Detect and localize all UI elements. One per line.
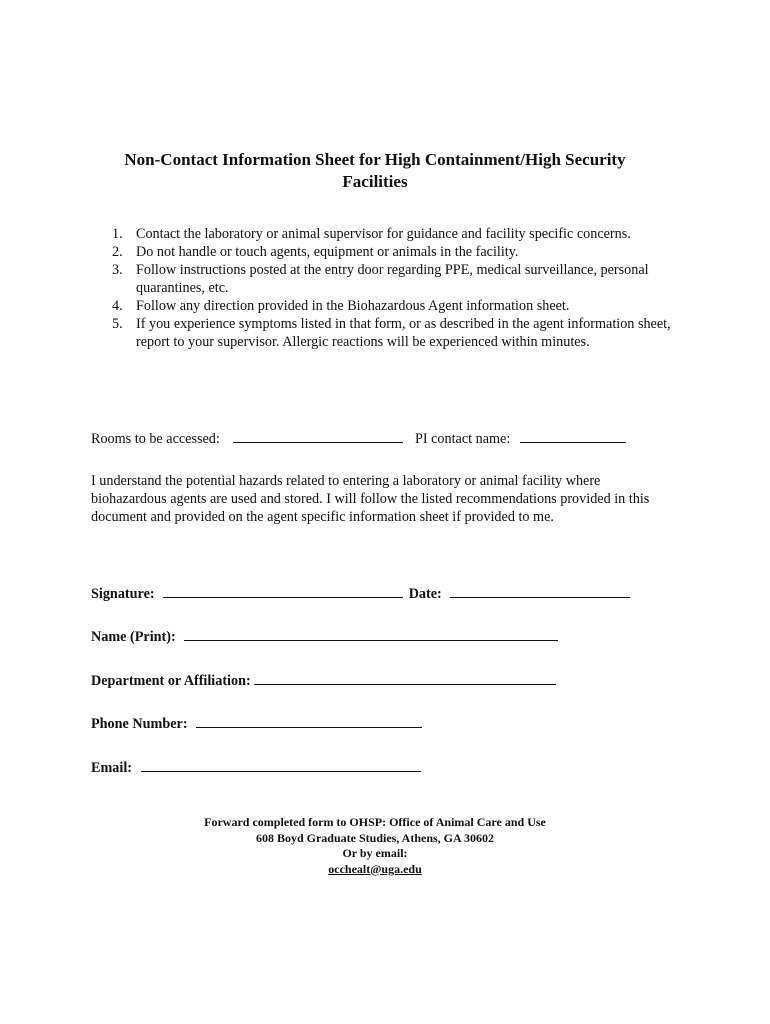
instruction-text: Contact the laboratory or animal supervisor for guidance and facility specific concerns. bbox=[136, 226, 631, 242]
page-title bbox=[60, 149, 690, 193]
instruction-item bbox=[112, 315, 672, 351]
date-field[interactable] bbox=[450, 584, 630, 598]
department-label: Department or Affiliation: bbox=[91, 673, 251, 689]
signature-label: Signature: bbox=[91, 586, 155, 602]
instruction-number: 5. bbox=[112, 316, 123, 332]
footer-email-link[interactable]: occhealt@uga.edu bbox=[328, 861, 422, 876]
signature-field[interactable] bbox=[163, 584, 403, 598]
instruction-item bbox=[112, 261, 672, 297]
instruction-item bbox=[112, 225, 672, 243]
name-row bbox=[91, 627, 558, 646]
footer-line-3 bbox=[100, 846, 650, 877]
name-label: Name (Print): bbox=[91, 629, 176, 645]
instruction-text: Do not handle or touch agents, equipment or animals in the facility. bbox=[136, 244, 519, 260]
instruction-number: 2. bbox=[112, 244, 123, 260]
department-row bbox=[91, 671, 556, 690]
email-label: Email: bbox=[91, 760, 132, 776]
instruction-item bbox=[112, 297, 672, 315]
instruction-text: Follow any direction provided in the Biohazardous Agent information sheet. bbox=[136, 298, 570, 314]
instruction-text: If you experience symptoms listed in that form, or as described in the agent information sheet, report to your supervisor. Allergic reactions will be experienced within minutes. bbox=[136, 316, 671, 350]
department-field[interactable] bbox=[254, 671, 556, 685]
instruction-number: 4. bbox=[112, 298, 123, 314]
email-row bbox=[91, 758, 421, 777]
instruction-number: 1. bbox=[112, 226, 123, 242]
footer bbox=[100, 815, 650, 877]
footer-line-1: Forward completed form to OHSP: Office of Animal Care and Use bbox=[204, 815, 546, 829]
rooms-label: Rooms to be accessed: bbox=[91, 431, 220, 447]
signature-date-row bbox=[91, 584, 630, 603]
instruction-number: 3. bbox=[112, 262, 123, 278]
pi-contact-input-line[interactable] bbox=[520, 429, 626, 443]
footer-email-prefix: Or by email: bbox=[342, 846, 408, 860]
phone-row bbox=[91, 714, 422, 733]
footer-line-2: 608 Boyd Graduate Studies, Athens, GA 30602 bbox=[255, 830, 495, 845]
phone-field[interactable] bbox=[196, 714, 422, 728]
instructions-list bbox=[112, 225, 672, 351]
instruction-text: Follow instructions posted at the entry door regarding PPE, medical surveillance, personal quarantines, etc. bbox=[136, 262, 649, 296]
name-field[interactable] bbox=[184, 627, 558, 641]
rooms-pi-row bbox=[91, 429, 626, 448]
acknowledgement-statement: I understand the potential hazards related to entering a laboratory or animal facility where biohazardous agents are used and stored. I will follow the listed recommendations provided in this document and provided on the agent specific information sheet if provided to me. bbox=[91, 473, 650, 525]
date-label: Date: bbox=[408, 586, 442, 602]
title-line-1: Non-Contact Information Sheet for High Containment/High Security bbox=[124, 150, 626, 169]
pi-contact-label: PI contact name: bbox=[414, 431, 511, 447]
instruction-item bbox=[112, 243, 672, 261]
phone-label: Phone Number: bbox=[91, 716, 188, 732]
email-field[interactable] bbox=[141, 758, 421, 772]
title-line-2: Facilities bbox=[342, 172, 408, 191]
rooms-input-line[interactable] bbox=[233, 429, 403, 443]
